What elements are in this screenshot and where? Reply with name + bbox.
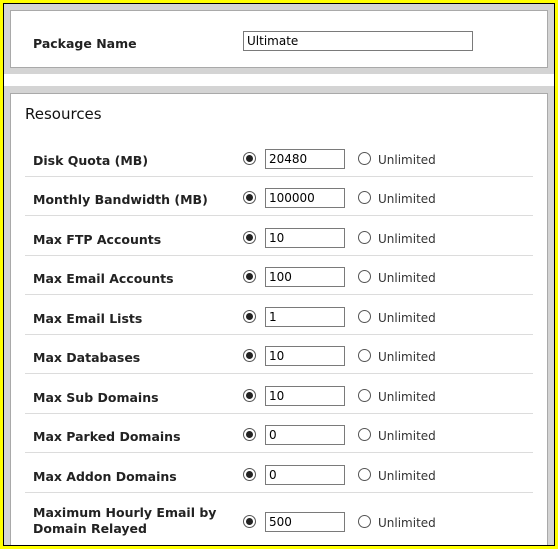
package-name-input[interactable] — [243, 31, 473, 51]
unlimited-label: Unlimited — [378, 516, 436, 530]
resource-label: Max Addon Domains — [33, 469, 177, 484]
package-name-panel — [10, 10, 548, 68]
email-lists-input[interactable] — [265, 307, 345, 327]
resource-label: Max Databases — [33, 350, 141, 365]
row-divider — [25, 255, 533, 256]
row-divider — [25, 176, 533, 177]
resource-label: Max Email Accounts — [33, 271, 174, 286]
value-radio[interactable] — [243, 191, 256, 204]
row-divider — [25, 215, 533, 216]
unlimited-radio[interactable] — [358, 231, 371, 244]
row-divider — [25, 373, 533, 374]
value-radio[interactable] — [243, 310, 256, 323]
section-divider — [4, 74, 554, 86]
package-form — [3, 3, 555, 546]
unlimited-radio[interactable] — [358, 270, 371, 283]
unlimited-label: Unlimited — [378, 390, 436, 404]
row-divider — [25, 334, 533, 335]
unlimited-label: Unlimited — [378, 350, 436, 364]
resource-label: Disk Quota (MB) — [33, 153, 149, 168]
databases-input[interactable] — [265, 346, 345, 366]
parked-domains-input[interactable] — [265, 425, 345, 445]
value-radio[interactable] — [243, 428, 256, 441]
resources-panel — [10, 93, 548, 546]
disk-quota-input[interactable] — [265, 149, 345, 169]
value-radio[interactable] — [243, 231, 256, 244]
resource-label-line2: Domain Relayed — [33, 521, 147, 536]
sub-domains-input[interactable] — [265, 386, 345, 406]
row-divider — [25, 452, 533, 453]
unlimited-label: Unlimited — [378, 469, 436, 483]
unlimited-label: Unlimited — [378, 192, 436, 206]
row-divider — [25, 294, 533, 295]
row-divider — [25, 413, 533, 414]
unlimited-label: Unlimited — [378, 311, 436, 325]
resource-label: Max FTP Accounts — [33, 232, 162, 247]
addon-domains-input[interactable] — [265, 465, 345, 485]
unlimited-radio[interactable] — [358, 468, 371, 481]
value-radio[interactable] — [243, 152, 256, 165]
hourly-email-input[interactable] — [265, 512, 345, 532]
unlimited-radio[interactable] — [358, 310, 371, 323]
unlimited-radio[interactable] — [358, 515, 371, 528]
unlimited-label: Unlimited — [378, 271, 436, 285]
value-radio[interactable] — [243, 389, 256, 402]
resource-label: Monthly Bandwidth (MB) — [33, 192, 208, 207]
unlimited-radio[interactable] — [358, 428, 371, 441]
resource-label: Max Email Lists — [33, 311, 143, 326]
value-radio[interactable] — [243, 468, 256, 481]
value-radio[interactable] — [243, 349, 256, 362]
ftp-accounts-input[interactable] — [265, 228, 345, 248]
email-accounts-input[interactable] — [265, 267, 345, 287]
value-radio[interactable] — [243, 515, 256, 528]
unlimited-label: Unlimited — [378, 429, 436, 443]
package-name-label: Package Name — [33, 36, 137, 51]
unlimited-radio[interactable] — [358, 152, 371, 165]
unlimited-label: Unlimited — [378, 232, 436, 246]
row-divider — [25, 492, 533, 493]
resource-label: Max Sub Domains — [33, 390, 159, 405]
resource-label-line1: Maximum Hourly Email by — [33, 505, 217, 520]
bandwidth-input[interactable] — [265, 188, 345, 208]
unlimited-radio[interactable] — [358, 349, 371, 362]
unlimited-radio[interactable] — [358, 191, 371, 204]
resource-label: Max Parked Domains — [33, 429, 181, 444]
value-radio[interactable] — [243, 270, 256, 283]
resources-title: Resources — [25, 105, 102, 123]
unlimited-radio[interactable] — [358, 389, 371, 402]
unlimited-label: Unlimited — [378, 153, 436, 167]
